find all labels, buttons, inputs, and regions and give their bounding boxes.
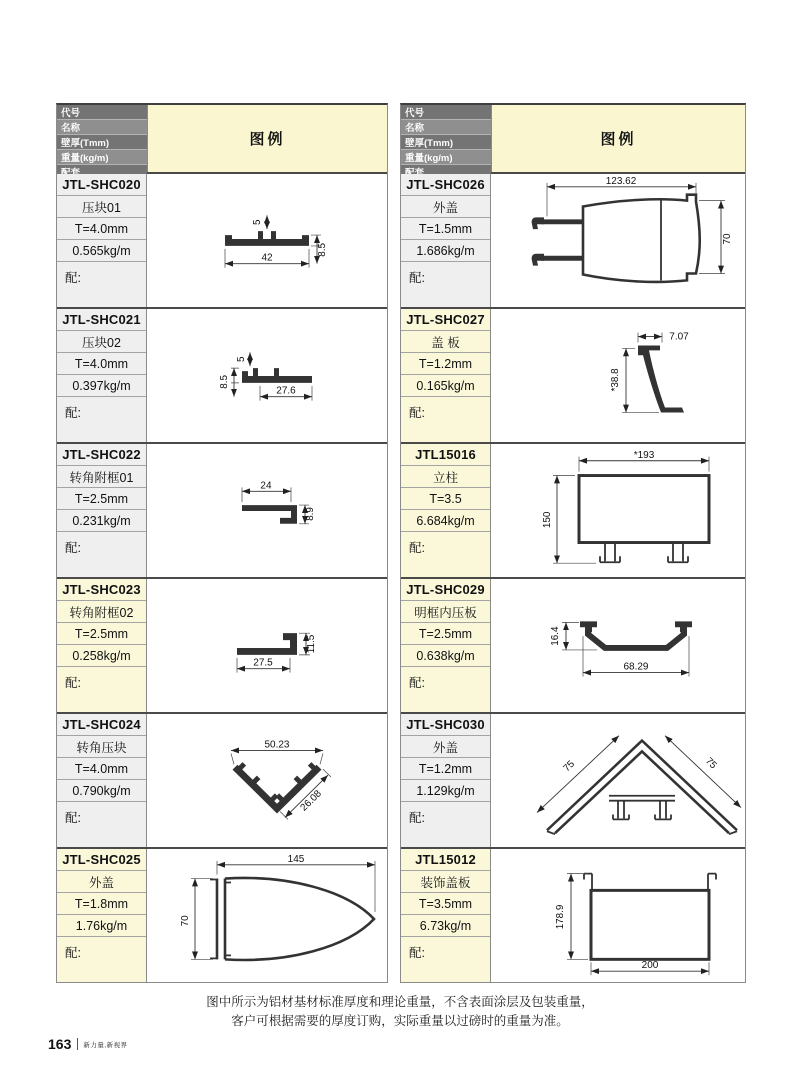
product-name: 转角附框01 [57, 466, 146, 488]
dim-label: 5 [235, 356, 248, 362]
product-diagram [147, 444, 387, 577]
product-thickness: T=1.2mm [401, 353, 490, 375]
product-code: JTL-SHC029 [401, 579, 490, 601]
product-code: JTL-SHC021 [57, 309, 146, 331]
product-diagram [491, 579, 745, 712]
profile-drawing [147, 174, 387, 307]
header-label-column [401, 105, 491, 172]
product-match: 配: [57, 667, 146, 712]
product-name: 立柱 [401, 466, 490, 488]
product-name: 转角压块 [57, 736, 146, 758]
product-block [401, 577, 745, 712]
dim-label: *193 [633, 449, 655, 461]
catalog-table-left [56, 103, 388, 983]
dim-label: 200 [641, 960, 659, 972]
profile-drawing [491, 309, 745, 442]
product-code: JTL-SHC022 [57, 444, 146, 466]
product-thickness: T=4.0mm [57, 218, 146, 240]
dim-label: 8.9 [304, 507, 317, 521]
product-code: JTL-SHC024 [57, 714, 146, 736]
header-label-column [57, 105, 147, 172]
dim-label: 123.62 [605, 175, 637, 187]
product-thickness: T=2.5mm [57, 623, 146, 645]
page-number: 163 [48, 1036, 72, 1052]
product-weight: 0.565kg/m [57, 240, 146, 262]
table-header [57, 105, 387, 172]
dim-label: 7.07 [669, 331, 689, 343]
header-row-name: 名称 [57, 120, 147, 135]
dim-label: 26.08 [298, 788, 324, 814]
product-weight: 1.129kg/m [401, 780, 490, 802]
product-weight: 0.258kg/m [57, 645, 146, 667]
product-match: 配: [401, 397, 490, 442]
profile-drawing [491, 444, 745, 577]
product-weight: 6.73kg/m [401, 915, 490, 937]
legend-header: 图例 [491, 105, 745, 172]
profile-drawing [491, 714, 745, 847]
product-match: 配: [57, 802, 146, 847]
dim-label: 27.6 [276, 385, 296, 397]
product-thickness: T=3.5 [401, 488, 490, 510]
product-weight: 0.397kg/m [57, 375, 146, 397]
footer-note-line1: 图中所示为铝材基材标准厚度和理论重量，不含表面涂层及包装重量， [206, 995, 594, 1009]
header-row-thickness: 壁厚(Tmm) [401, 135, 491, 150]
product-name: 外盖 [401, 196, 490, 218]
product-code: JTL-SHC020 [57, 174, 146, 196]
table-header [401, 105, 745, 172]
header-row-code: 代号 [401, 105, 491, 120]
page-footer [48, 1036, 128, 1052]
product-name: 外盖 [57, 871, 146, 893]
dim-label: 42 [261, 252, 273, 264]
footer-note-line2: 客户可根据需要的厚度订购，实际重量以过磅时的重量为准。 [231, 1014, 569, 1028]
product-code: JTL-SHC025 [57, 849, 146, 871]
product-name: 装饰盖板 [401, 871, 490, 893]
product-thickness: T=4.0mm [57, 758, 146, 780]
product-weight: 1.76kg/m [57, 915, 146, 937]
dim-label: 24 [260, 480, 272, 492]
dim-label: 8.5 [218, 375, 231, 389]
dim-label: 5 [251, 219, 264, 226]
header-row-code: 代号 [57, 105, 147, 120]
legend-header: 图例 [147, 105, 387, 172]
dim-label: 50.23 [264, 739, 290, 751]
header-row-thickness: 壁厚(Tmm) [57, 135, 147, 150]
catalog-table-right [400, 103, 746, 983]
footer-divider [77, 1038, 78, 1050]
product-code: JTL15016 [401, 444, 490, 466]
product-block [401, 712, 745, 847]
dim-label: 70 [721, 233, 734, 245]
product-name: 外盖 [401, 736, 490, 758]
product-name: 转角附框02 [57, 601, 146, 623]
product-diagram [491, 714, 745, 847]
product-name: 盖 板 [401, 331, 490, 353]
product-weight: 0.638kg/m [401, 645, 490, 667]
product-block [57, 307, 387, 442]
dim-label: 11.5 [305, 634, 318, 654]
product-block [401, 442, 745, 577]
header-row-weight: 重量(kg/m) [57, 150, 147, 165]
product-weight: 0.790kg/m [57, 780, 146, 802]
profile-drawing [147, 849, 387, 982]
product-code: JTL-SHC023 [57, 579, 146, 601]
product-block [401, 847, 745, 982]
product-diagram [491, 309, 745, 442]
header-row-name: 名称 [401, 120, 491, 135]
product-thickness: T=1.2mm [401, 758, 490, 780]
dim-label: 178.9 [554, 904, 567, 930]
product-weight: 0.231kg/m [57, 510, 146, 532]
product-match: 配: [401, 667, 490, 712]
product-block [401, 307, 745, 442]
product-block [57, 847, 387, 982]
product-thickness: T=1.8mm [57, 893, 146, 915]
footer-slogan: 新力量,新视界 [83, 1041, 128, 1049]
product-diagram [147, 309, 387, 442]
product-block [57, 712, 387, 847]
dim-label: 75 [561, 758, 578, 775]
dim-label: 8.5 [316, 243, 329, 257]
product-diagram [147, 849, 387, 982]
dim-label: 150 [541, 511, 554, 529]
product-match: 配: [401, 937, 490, 982]
header-row-weight: 重量(kg/m) [401, 150, 491, 165]
dim-label: 75 [702, 755, 719, 772]
profile-drawing [147, 579, 387, 712]
product-diagram [491, 849, 745, 982]
dim-label: 70 [179, 915, 192, 927]
product-code: JTL-SHC026 [401, 174, 490, 196]
product-diagram [491, 444, 745, 577]
product-weight: 0.165kg/m [401, 375, 490, 397]
product-diagram [147, 579, 387, 712]
dim-label: 16.4 [549, 626, 562, 646]
footer-note [0, 993, 800, 1031]
product-thickness: T=2.5mm [57, 488, 146, 510]
profile-drawing [147, 309, 387, 442]
product-block [401, 172, 745, 307]
profile-drawing [491, 579, 745, 712]
product-match: 配: [57, 262, 146, 307]
product-block [57, 577, 387, 712]
product-name: 压块01 [57, 196, 146, 218]
product-diagram [147, 714, 387, 847]
product-weight: 1.686kg/m [401, 240, 490, 262]
profile-drawing [491, 849, 745, 982]
product-block [57, 172, 387, 307]
product-code: JTL-SHC030 [401, 714, 490, 736]
product-code: JTL-SHC027 [401, 309, 490, 331]
product-diagram [147, 174, 387, 307]
product-block [57, 442, 387, 577]
product-weight: 6.684kg/m [401, 510, 490, 532]
product-name: 明框内压板 [401, 601, 490, 623]
product-code: JTL15012 [401, 849, 490, 871]
product-match: 配: [57, 937, 146, 982]
product-diagram [491, 174, 745, 307]
dim-label: 145 [287, 853, 305, 865]
profile-drawing [491, 174, 745, 307]
dim-label: 27.5 [253, 657, 273, 669]
product-match: 配: [401, 262, 490, 307]
profile-drawing [147, 444, 387, 577]
product-match: 配: [401, 802, 490, 847]
product-match: 配: [401, 532, 490, 577]
product-thickness: T=1.5mm [401, 218, 490, 240]
product-name: 压块02 [57, 331, 146, 353]
dim-label: 68.29 [623, 661, 649, 673]
product-thickness: T=2.5mm [401, 623, 490, 645]
product-match: 配: [57, 397, 146, 442]
profile-drawing [147, 714, 387, 847]
product-thickness: T=4.0mm [57, 353, 146, 375]
dim-label: *38.8 [609, 368, 622, 392]
product-thickness: T=3.5mm [401, 893, 490, 915]
product-match: 配: [57, 532, 146, 577]
